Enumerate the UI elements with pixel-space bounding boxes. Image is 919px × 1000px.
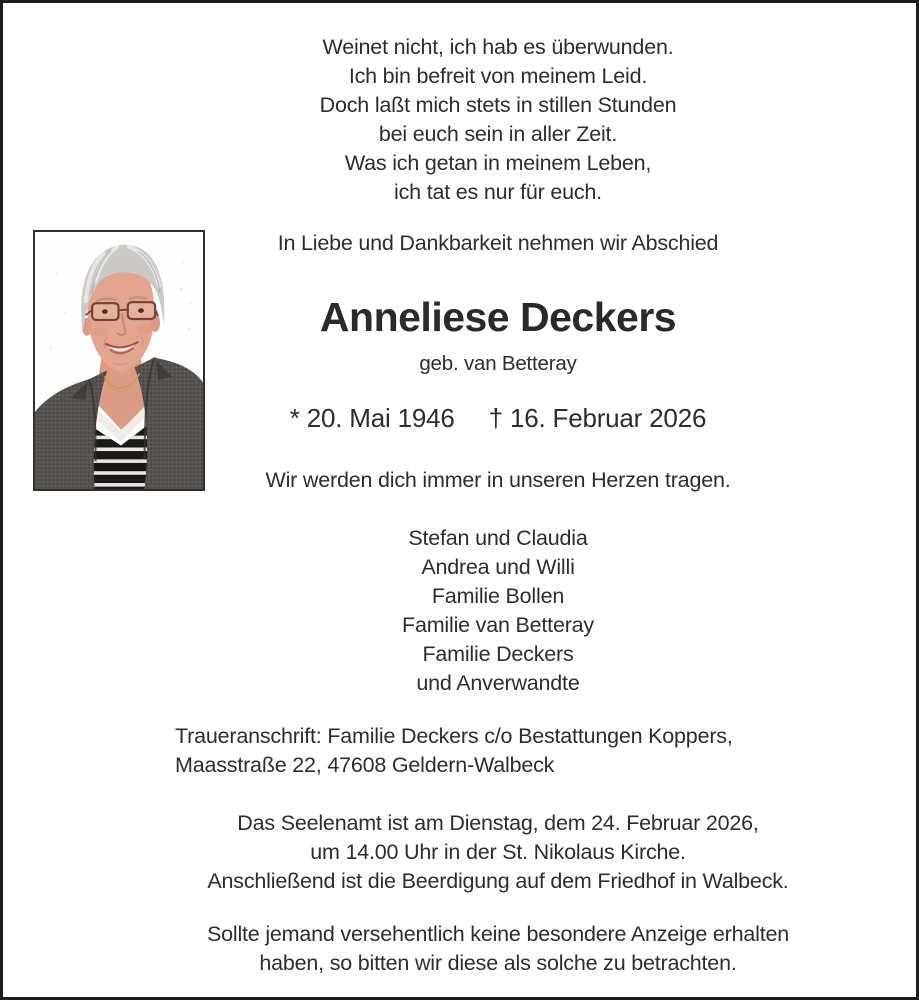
maiden-name: geb. van Betteray — [419, 352, 577, 375]
disclaimer-line: Sollte jemand versehentlich keine besondere Anzeige erhalten — [206, 922, 790, 946]
death-date: † 16. Februar 2026 — [488, 403, 707, 433]
service-line: um 14.00 Uhr in der St. Nikolaus Kirche. — [310, 840, 686, 864]
mourner-line: und Anverwandte — [416, 671, 580, 695]
address-line: Maasstraße 22, 47608 Geldern-Walbeck — [175, 753, 555, 777]
mourner-line: Familie van Betteray — [402, 613, 594, 637]
mourning-address — [80, 722, 916, 780]
mourners-list — [80, 524, 916, 698]
poem-line: Weinet nicht, ich hab es überwunden. — [322, 35, 674, 59]
poem-line: Was ich getan in meinem Leben, — [344, 151, 652, 175]
poem-line: Doch laßt mich stets in stillen Stunden — [319, 93, 677, 117]
deceased-name: Anneliese Deckers — [319, 294, 677, 340]
mourner-line: Familie Bollen — [431, 584, 565, 608]
poem-line: ich tat es nur für euch. — [394, 180, 602, 204]
disclaimer-line: haben, so bitten wir diese als solche zu betrachten. — [259, 951, 737, 975]
mourner-line: Andrea und Willi — [421, 555, 575, 579]
birth-date: * 20. Mai 1946 — [289, 403, 455, 433]
intro-line: In Liebe und Dankbarkeit nehmen wir Abschied — [277, 231, 719, 255]
notice-disclaimer — [80, 920, 916, 978]
motto-line: Wir werden dich immer in unseren Herzen tragen. — [265, 468, 731, 492]
service-line: Anschließend ist die Beerdigung auf dem Friedhof in Walbeck. — [207, 869, 789, 893]
address-line: Traueranschrift: Familie Deckers c/o Bestattungen Koppers, — [175, 724, 733, 748]
mourner-line: Familie Deckers — [422, 642, 574, 666]
mourner-line: Stefan und Claudia — [408, 526, 588, 550]
life-dates — [80, 401, 916, 435]
memorial-poem — [80, 33, 916, 207]
service-line: Das Seelenamt ist am Dienstag, dem 24. Februar 2026, — [237, 811, 759, 835]
service-info — [80, 809, 916, 896]
poem-line: Ich bin befreit von meinem Leid. — [348, 64, 648, 88]
poem-line: bei euch sein in aller Zeit. — [378, 122, 618, 146]
